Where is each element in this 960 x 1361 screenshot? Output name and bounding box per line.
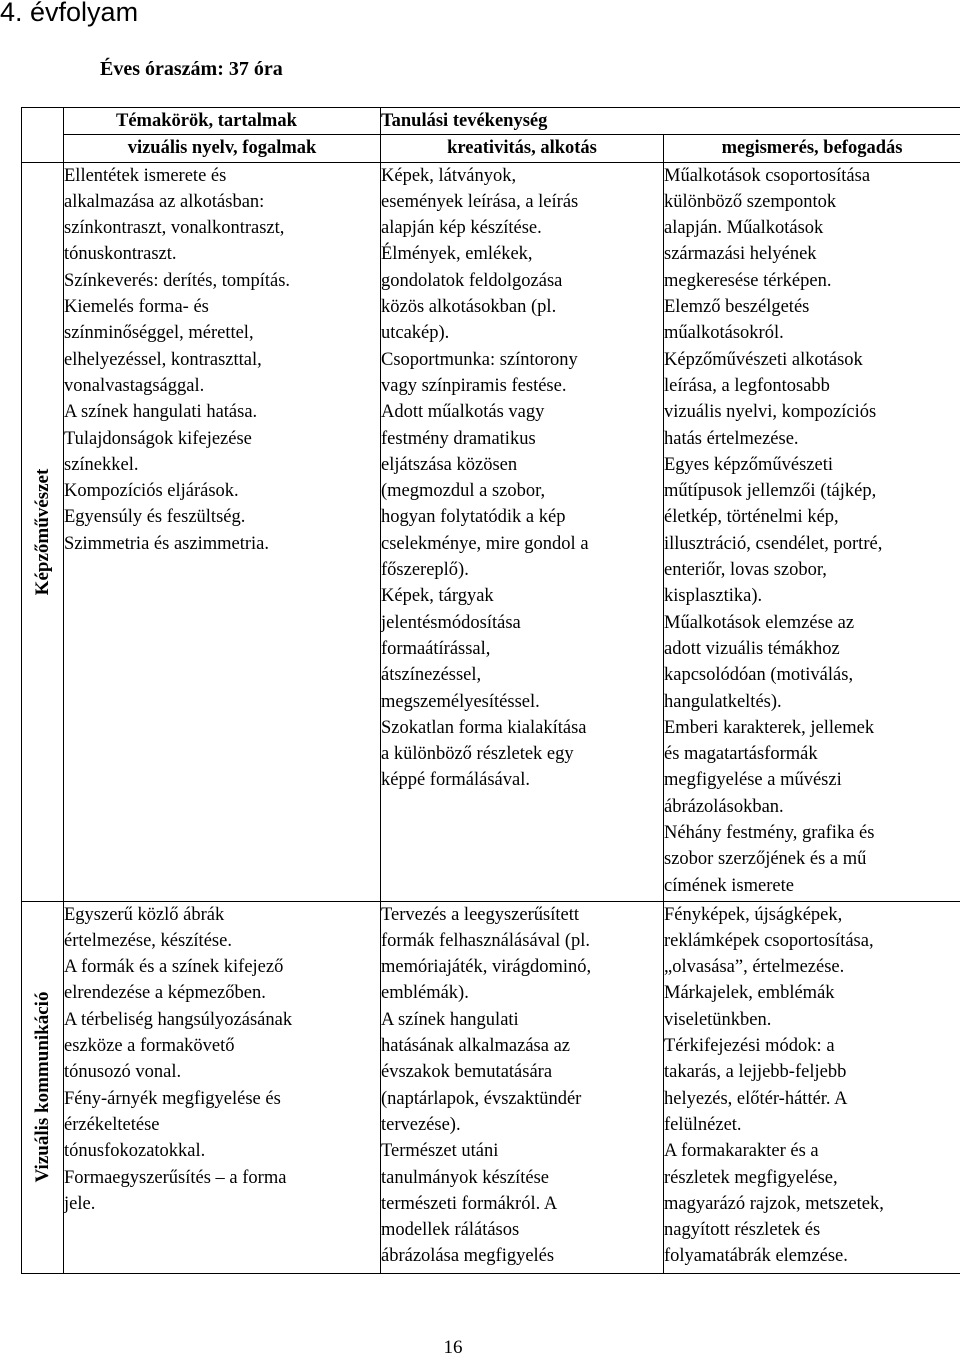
section-label: Vizuális kommunikáció	[31, 991, 53, 1183]
curriculum-table	[21, 107, 960, 1274]
header-row-sub	[22, 135, 960, 162]
section-label-cell	[22, 901, 64, 1273]
cognition-column-header: megismerés, befogadás	[664, 135, 960, 162]
topics-header: Témakörök, tartalmak	[64, 108, 381, 135]
cognition-cell: Fényképek, újságképek, reklámképek csoportosítása, „olvasása”, értelmezése. Márkajelek, emblémák viseletünkben. Térkifejezési módok: a takarás, a lejjebb-feljebb helyezés, előtér-háttér. A felülnézet. A formakarakter és a részletek megfigyelése, magyarázó rajzok, metszetek, nagyított részletek és folyamatábrák elemzése.	[664, 901, 960, 1273]
activities-header: Tanulási tevékenység	[381, 108, 960, 135]
section-label: Képzőművészet	[31, 468, 53, 595]
section-row-vizualis-kommunikacio	[22, 901, 960, 1273]
annual-hours: Éves óraszám: 37 óra	[100, 58, 283, 80]
section-label-cell	[22, 162, 64, 901]
section-row-kepzomuveszet	[22, 162, 960, 901]
grade-title: 4. évfolyam	[0, 0, 139, 27]
language-column-header: vizuális nyelv, fogalmak	[64, 135, 381, 162]
cognition-cell: Műalkotások csoportosítása különböző szempontok alapján. Műalkotások származási helyének megkeresése térképen. Elemző beszélgetés műalkotásokról. Képzőművészeti alkotások leírása, a legfontosabb vizuális nyelvi, kompozíciós hatás értelmezése. Egyes képzőművészeti műtípusok jellemzői (tájkép, életkép, történelmi kép, illusztráció, csendélet, portré, enteriőr, lovas szobor, kisplasztika). Műalkotások elemzése az adott vizuális témákhoz kapcsolódóan (motiválás, hangulatkeltés). Emberi karakterek, jellemek és magatartásformák megfigyelése a művészi ábrázolásokban. Néhány festmény, grafika és szobor szerzőjének és a mű címének ismerete	[664, 162, 960, 901]
topics-cell: Egyszerű közlő ábrák értelmezése, készítése. A formák és a színek kifejező elrendezése a képmezőben. A térbeliség hangsúlyozásának eszköze a formakövető tónusozó vonal. Fény-árnyék megfigyelése és érzékeltetése tónusfokozatokkal. Formaegyszerűsítés – a forma jele.	[64, 901, 381, 1273]
page-number: 16	[443, 1337, 463, 1358]
topics-cell: Ellentétek ismerete és alkalmazása az alkotásban: színkontraszt, vonalkontraszt, tónuskontraszt. Színkeverés: derítés, tompítás. Kiemelés forma- és színminőséggel, mérettel, elhelyezéssel, kontraszttal, vonalvastagsággal. A színek hangulati hatása. Tulajdonságok kifejezése színekkel. Kompozíciós eljárások. Egyensúly és feszültség. Szimmetria és aszimmetria.	[64, 162, 381, 901]
creativity-cell: Tervezés a leegyszerűsített formák felhasználásával (pl. memóriajáték, virágdominó, emblémák). A színek hangulati hatásának alkalmazása az évszakok bemutatására (naptárlapok, évszaktündér tervezése). Természet utáni tanulmányok készítése természeti formákról. A modellek rálátásos ábrázolása megfigyelés	[381, 901, 664, 1273]
creativity-cell: Képek, látványok, események leírása, a leírás alapján kép készítése. Élmények, emlékek, gondolatok feldolgozása közös alkotásokban (pl. utcakép). Csoportmunka: színtorony vagy színpiramis festése. Adott műalkotás vagy festmény dramatikus eljátszása közösen (megmozdul a szobor, hogyan folytatódik a kép cselekménye, mire gondol a főszereplő). Képek, tárgyak jelentésmódosítása formaátírással, átszínezéssel, megszemélyesítéssel. Szokatlan forma kialakítása a különböző részletek egy képpé formálásával.	[381, 162, 664, 901]
header-corner-cell	[22, 108, 64, 163]
creativity-column-header: kreativitás, alkotás	[381, 135, 664, 162]
header-row-top	[22, 108, 960, 135]
